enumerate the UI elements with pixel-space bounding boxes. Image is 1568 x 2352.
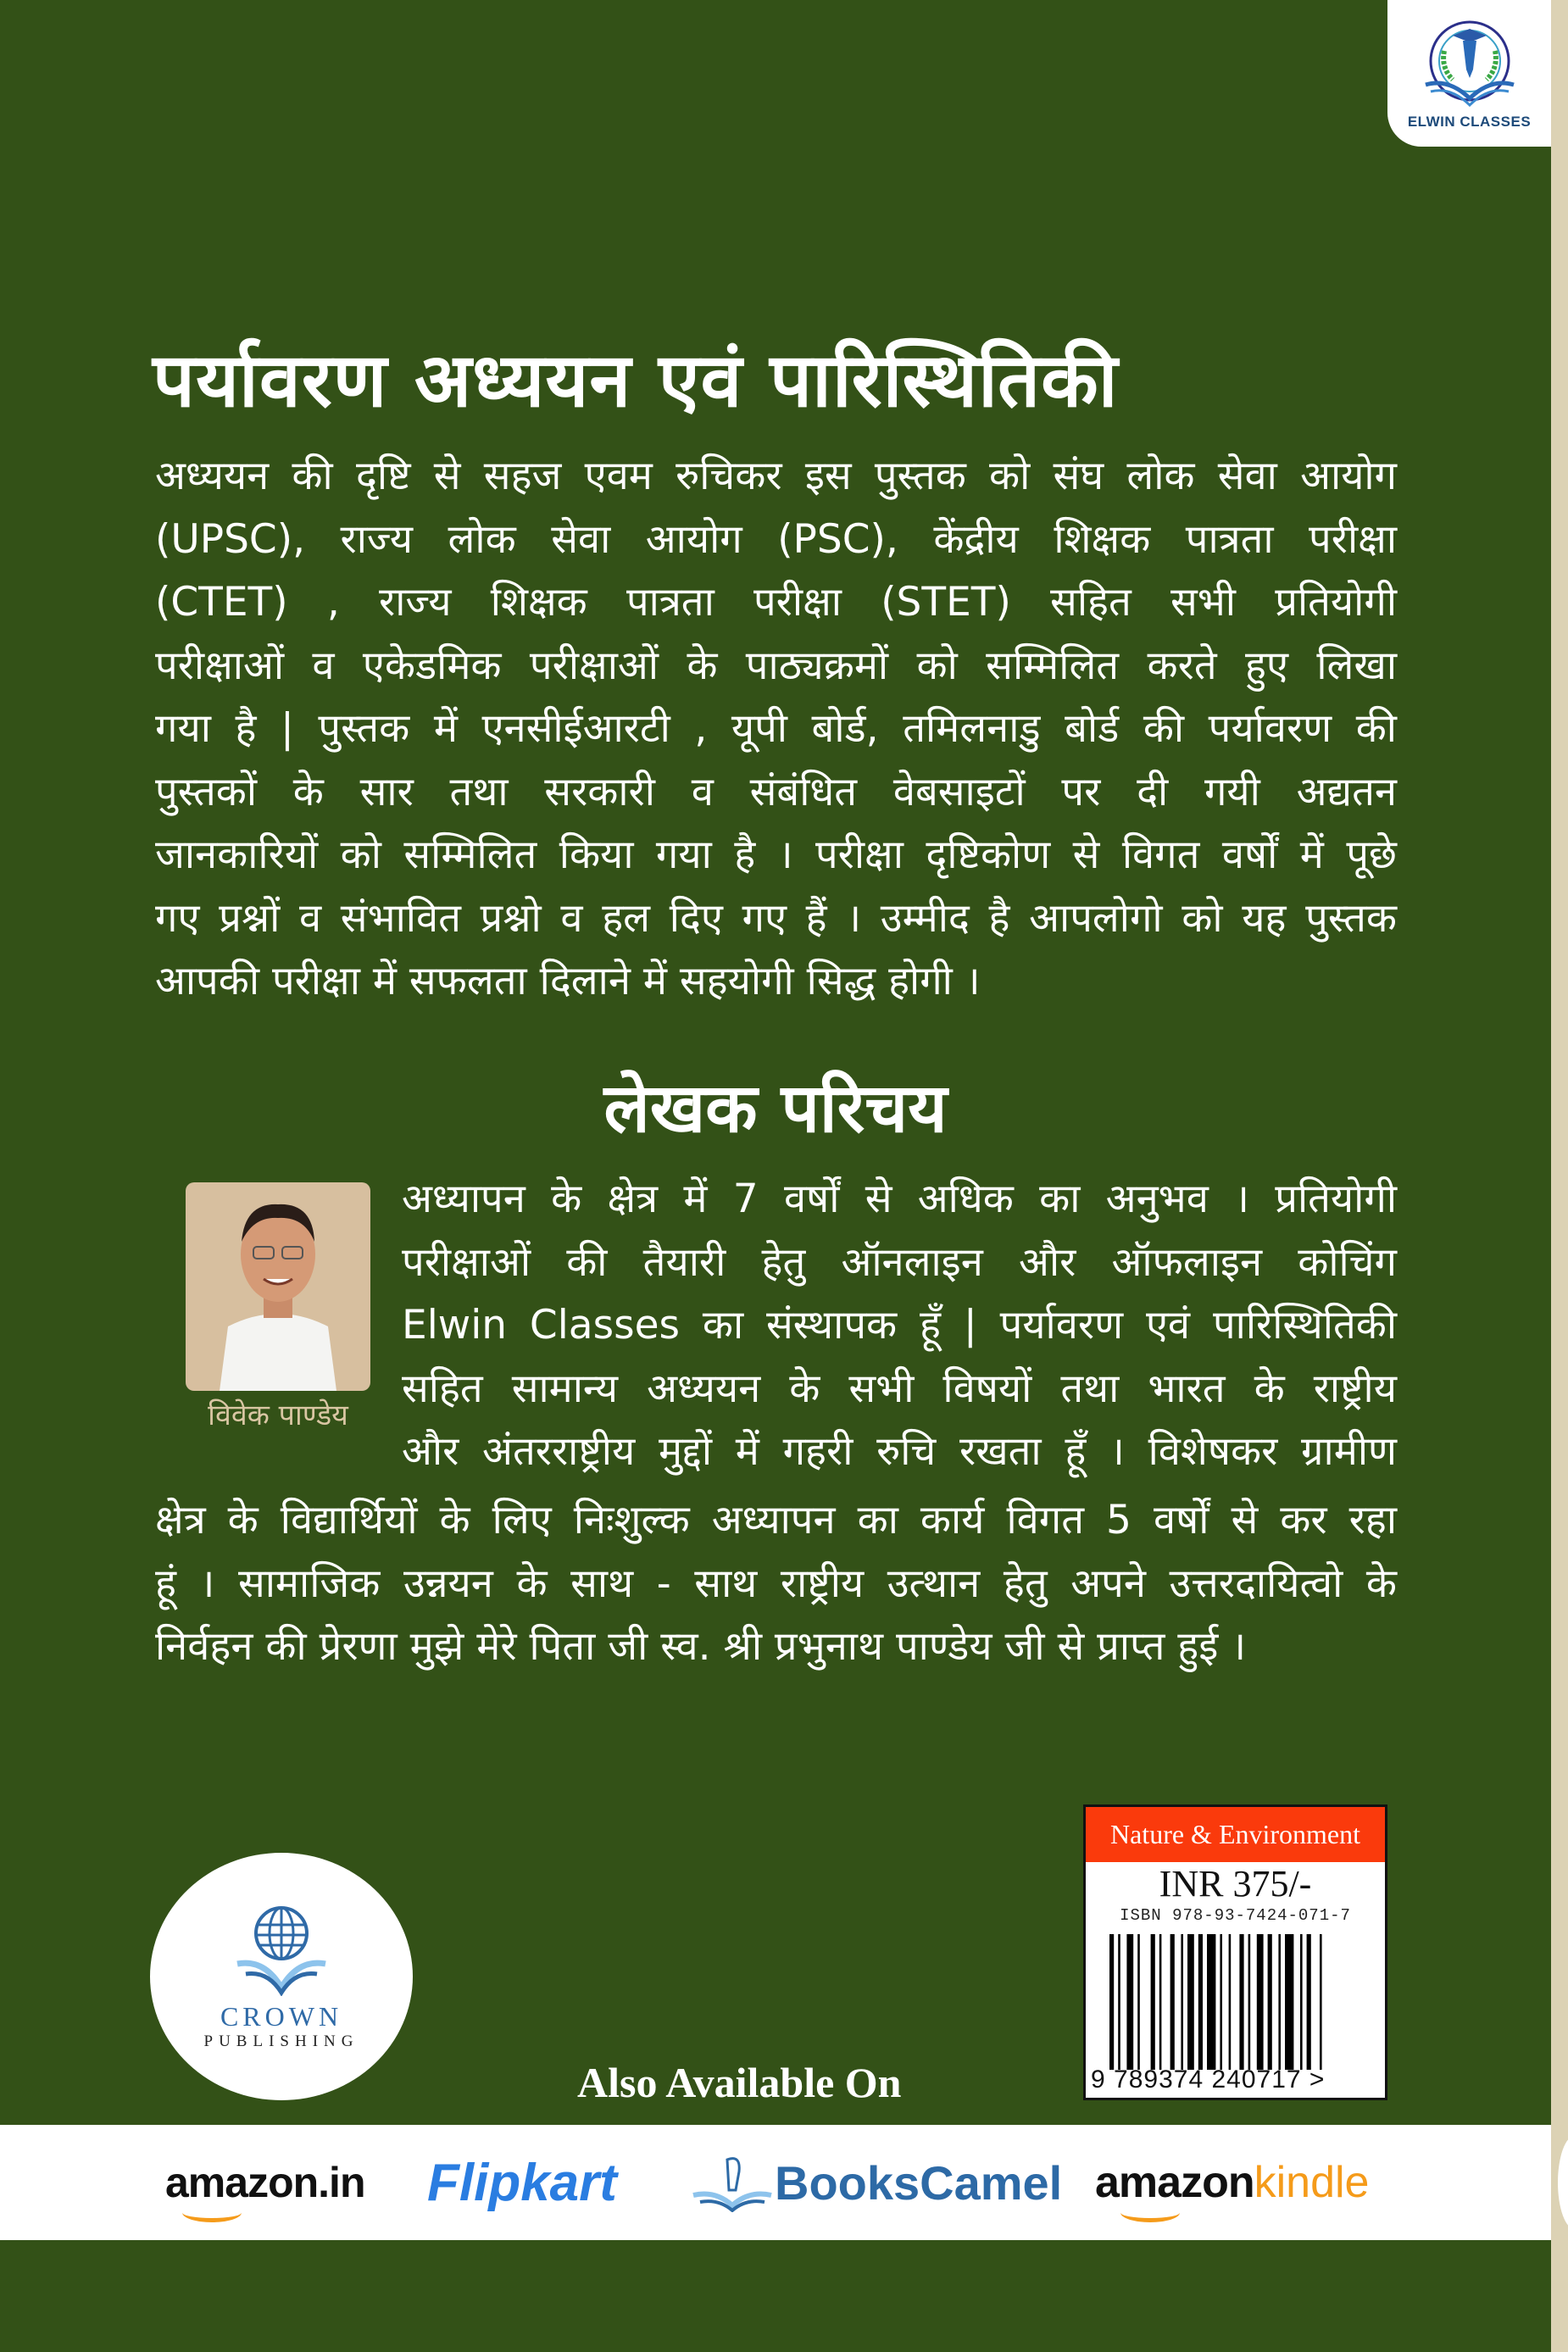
barcode-bar: [1207, 1934, 1215, 2070]
author-bio-paragraph: [402, 1168, 1397, 1484]
pen-book-icon: [1419, 17, 1521, 110]
amazon-in-logo[interactable]: [165, 2125, 364, 2240]
barcode-bar: [1181, 1934, 1183, 2070]
barcode-bar: [1320, 1934, 1322, 2070]
author-bio-line: क्षेत्र के विद्यार्थियों के लिए निःशुल्क अध्यापन का कार्य विगत 5 वर्षों से कर रहा: [155, 1497, 1397, 1543]
author-bio-line: परीक्षाओं की तैयारी हेतु ऑनलाइन और ऑफलाइन कोचिंग: [402, 1238, 1397, 1286]
amazon-smile-icon: [1120, 2203, 1180, 2222]
description-line: (CTET) , राज्य शिक्षक पात्रता परीक्षा (STET) सहित सभी प्रतियोगी: [155, 579, 1397, 626]
bookscamel-text: BooksCamel: [775, 2155, 1063, 2210]
bookscamel-book-icon: [690, 2153, 775, 2212]
elwin-logo-text: ELWIN CLASSES: [1407, 113, 1532, 130]
publisher-subtitle: PUBLISHING: [203, 2032, 359, 2050]
price-label: INR 375/-: [1159, 1863, 1312, 1904]
store-logos-bar: [0, 2125, 1551, 2240]
description-line: गए प्रश्नों व संभावित प्रश्नो व हल दिए गए हैं । उम्मीद है आपलोगो को यह पुस्तक: [155, 894, 1397, 942]
barcode-bar: [1220, 1934, 1222, 2070]
author-bio-line: अध्यापन के क्षेत्र में 7 वर्षों से अधिक का अनुभव । प्रतियोगी: [402, 1176, 1397, 1222]
flipkart-text: Flipkart: [427, 2153, 617, 2212]
amazon-in-text: amazon.in: [165, 2159, 365, 2206]
barcode-bar: [1151, 1934, 1155, 2070]
description-line: जानकारियों को सम्मिलित किया गया है । परीक्षा दृष्टिकोण से विगत वर्षों में पूछे: [155, 831, 1397, 878]
barcode-bar: [1198, 1934, 1203, 2070]
globe-book-icon: [231, 1903, 332, 1996]
author-photo: [186, 1182, 370, 1391]
bookscamel-logo[interactable]: [690, 2125, 1062, 2240]
also-available-heading: Also Available On: [577, 2059, 902, 2106]
barcode-bar: [1137, 1934, 1140, 2070]
barcode-bar: [1300, 1934, 1303, 2070]
author-bio-line: और अंतरराष्ट्रीय मुद्दों में गहरी रुचि रखता हूँ । विशेषकर ग्रामीण: [402, 1428, 1397, 1475]
description-line: गया है | पुस्तक में एनसीईआरटी , यूपी बोर्ड, तमिलनाडु बोर्ड की पर्यावरण की: [155, 705, 1397, 752]
barcode-bar: [1278, 1934, 1281, 2070]
barcode-bar: [1257, 1934, 1264, 2070]
isbn-number: ISBN 978-93-7424-071-7: [1120, 1906, 1351, 1925]
publisher-name: CROWN: [220, 2000, 343, 2032]
description-paragraph: [155, 445, 1397, 1014]
barcode-bar: [1229, 1934, 1232, 2070]
author-heading: लेखक परिचय: [603, 1069, 948, 1148]
author-bio-line: निर्वहन की प्रेरणा मुझे मेरे पिता जी स्व. श्री प्रभुनाथ पाण्डेय जी से प्राप्त हुई ।: [155, 1623, 1247, 1670]
barcode-bar: [1187, 1934, 1194, 2070]
kindle-amazon-text: amazon: [1095, 2158, 1254, 2207]
barcode-bar: [1170, 1934, 1175, 2070]
description-line: अध्ययन की दृष्टि से सहज एवम रुचिकर इस पुस्तक को संघ लोक सेवा आयोग: [155, 453, 1397, 499]
book-title: पर्यावरण अध्ययन एवं पारिस्थितिकी: [153, 336, 1119, 424]
description-line: (UPSC), राज्य लोक सेवा आयोग (PSC), केंद्रीय शिक्षक पात्रता परीक्षा: [155, 515, 1397, 563]
barcode-bar: [1268, 1934, 1272, 2070]
author-bio-paragraph-continued: [155, 1489, 1397, 1679]
description-line: परीक्षाओं व एकेडमिक परीक्षाओं के पाठ्यक्रमों को सम्मिलित करते हुए लिखा: [155, 642, 1397, 689]
barcode-bar: [1307, 1934, 1311, 2070]
barcode-digits: 9 789374 240717 >: [1091, 2066, 1326, 2093]
amazon-smile-icon: [182, 2203, 242, 2222]
author-bio-line: हूं । सामाजिक उन्नयन के साथ - साथ राष्ट्रीय उत्थान हेतु अपने उत्तरदायित्वो के: [155, 1560, 1397, 1607]
barcode-bar: [1239, 1934, 1243, 2070]
flipkart-logo[interactable]: [427, 2125, 617, 2240]
crown-publishing-logo: [150, 1853, 413, 2100]
barcode-bar: [1285, 1934, 1293, 2070]
elwin-classes-logo: [1387, 0, 1551, 147]
description-line: आपकी परीक्षा में सफलता दिलाने में सहयोगी सिद्ध होगी ।: [155, 958, 981, 1004]
category-band: Nature & Environment: [1086, 1807, 1385, 1862]
barcode: [1109, 1934, 1364, 2070]
barcode-bar: [1126, 1934, 1133, 2070]
author-name-caption: विवेक पाण्डेय: [208, 1398, 348, 1432]
barcode-bar: [1118, 1934, 1120, 2070]
barcode-bar: [1248, 1934, 1251, 2070]
kindle-text: kindle: [1254, 2158, 1370, 2207]
barcode-bar: [1159, 1934, 1162, 2070]
description-line: पुस्तकों के सार तथा सरकारी व संबंधित वेबसाइटों पर दी गयी अद्यतन: [155, 768, 1397, 815]
author-bio-line: सहित सामान्य अध्ययन के सभी विषयों तथा भारत के राष्ट्रीय: [402, 1365, 1397, 1412]
barcode-bar: [1109, 1934, 1114, 2070]
author-bio-line: Elwin Classes का संस्थापक हूँ | पर्यावरण एवं पारिस्थितिकी: [402, 1302, 1397, 1348]
page-edge-strip: [1551, 0, 1568, 2352]
amazon-kindle-logo[interactable]: [1095, 2125, 1369, 2240]
isbn-barcode-box: [1083, 1804, 1387, 2100]
